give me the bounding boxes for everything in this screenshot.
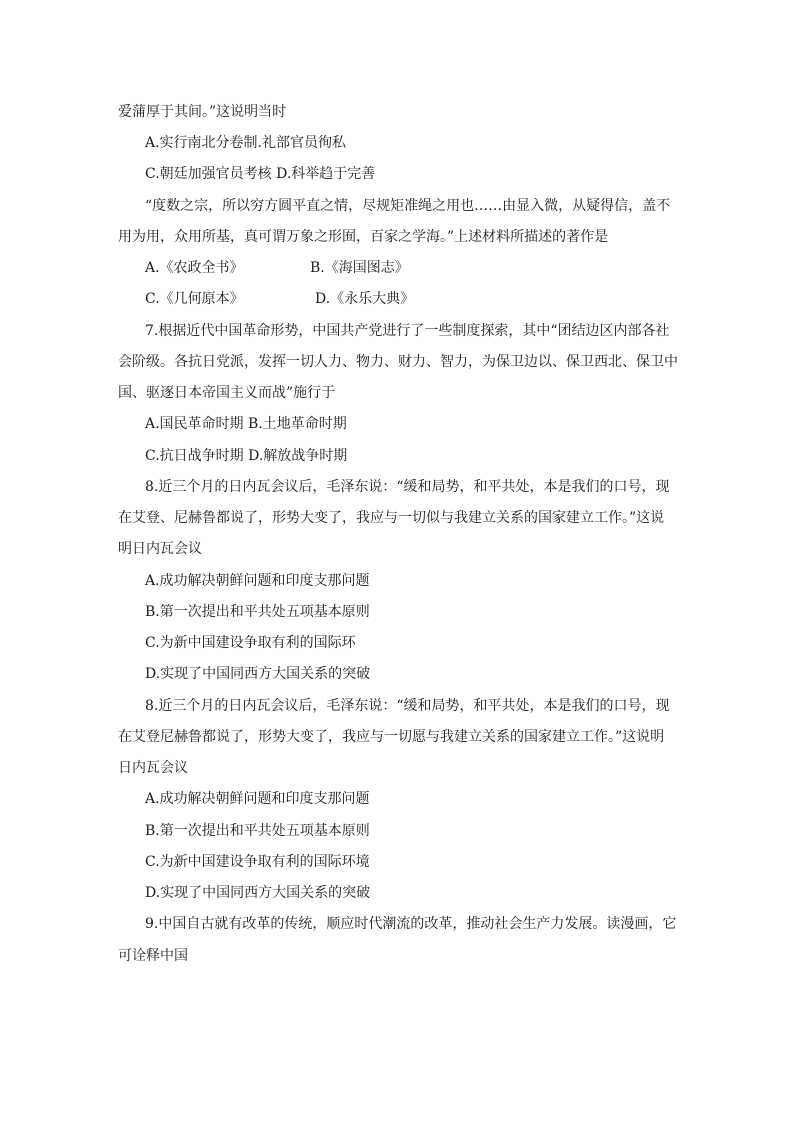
option-a: A.成功解决朝鲜问题和印度支那问题 xyxy=(145,573,370,589)
question-7: 7.根据近代中国革命形势，中国共产党进行了一些制度探索，其中“团结边区内部各社 xyxy=(145,323,670,339)
option-b: B.《海国图志》 xyxy=(310,260,409,276)
option-d: D.实现了中国同西方大国关系的突破 xyxy=(145,666,371,682)
text-line: 可诠释中国 xyxy=(118,948,188,964)
option-c: C.《几何原本》 xyxy=(145,291,244,307)
question-9: 9.中国自古就有改革的传统，顺应时代潮流的改革，推动社会生产力发展。读漫画，它 xyxy=(145,916,677,932)
text-line: 日内瓦会议 xyxy=(118,760,188,776)
option-line: C.抗日战争时期 D.解放战争时期 xyxy=(145,448,348,464)
option-line: C.朝廷加强官员考核 D.科举趋于完善 xyxy=(145,166,376,182)
text-line: 国、驱逐日本帝国主义而战”施行于 xyxy=(118,385,336,401)
option-c: C.为新中国建设争取有利的国际环 xyxy=(145,635,356,651)
question-8-repeat: 8.近三个月的日内瓦会议后，毛泽东说：“缓和局势，和平共处，本是我们的口号，现 xyxy=(145,698,670,714)
option-b: B.第一次提出和平共处五项基本原则 xyxy=(145,604,370,620)
option-line: A.实行南北分卷制.礼部官员徇私 xyxy=(145,135,347,151)
option-line: A.国民革命时期 B.土地革命时期 xyxy=(145,416,347,432)
option-b: B.第一次提出和平共处五项基本原则 xyxy=(145,823,370,839)
option-c: C.为新中国建设争取有利的国际环境 xyxy=(145,854,370,870)
option-d: D.《永乐大典》 xyxy=(315,291,415,307)
text-line: 在艾登尼赫鲁都说了，形势大变了，我应与一切愿与我建立关系的国家建立工作。”这说明 xyxy=(118,729,665,745)
text-line: 爱蒲厚于其间。”这说明当时 xyxy=(118,104,287,120)
option-a: A.《农政全书》 xyxy=(145,260,244,276)
text-line: “度数之宗，所以穷方圆平直之情，尽规矩准绳之用也……由显入微，从疑得信，盖不 xyxy=(145,198,671,214)
option-a: A.成功解决朝鲜问题和印度支那问题 xyxy=(145,791,370,807)
text-line: 在艾登、尼赫鲁都说了，形势大变了，我应与一切似与我建立关系的国家建立工作。”这说 xyxy=(118,510,665,526)
option-d: D.实现了中国同西方大国关系的突破 xyxy=(145,885,371,901)
text-line: 用为用，众用所基，真可谓万象之形囿，百家之学海。”上述材料所描述的著作是 xyxy=(118,229,609,245)
question-8: 8.近三个月的日内瓦会议后，毛泽东说：“缓和局势，和平共处，本是我们的口号，现 xyxy=(145,479,670,495)
text-line: 明日内瓦会议 xyxy=(118,541,202,557)
text-line: 会阶级。各抗日党派，发挥一切人力、物力、财力、智力，为保卫边以、保卫西北、保卫中 xyxy=(118,354,678,370)
